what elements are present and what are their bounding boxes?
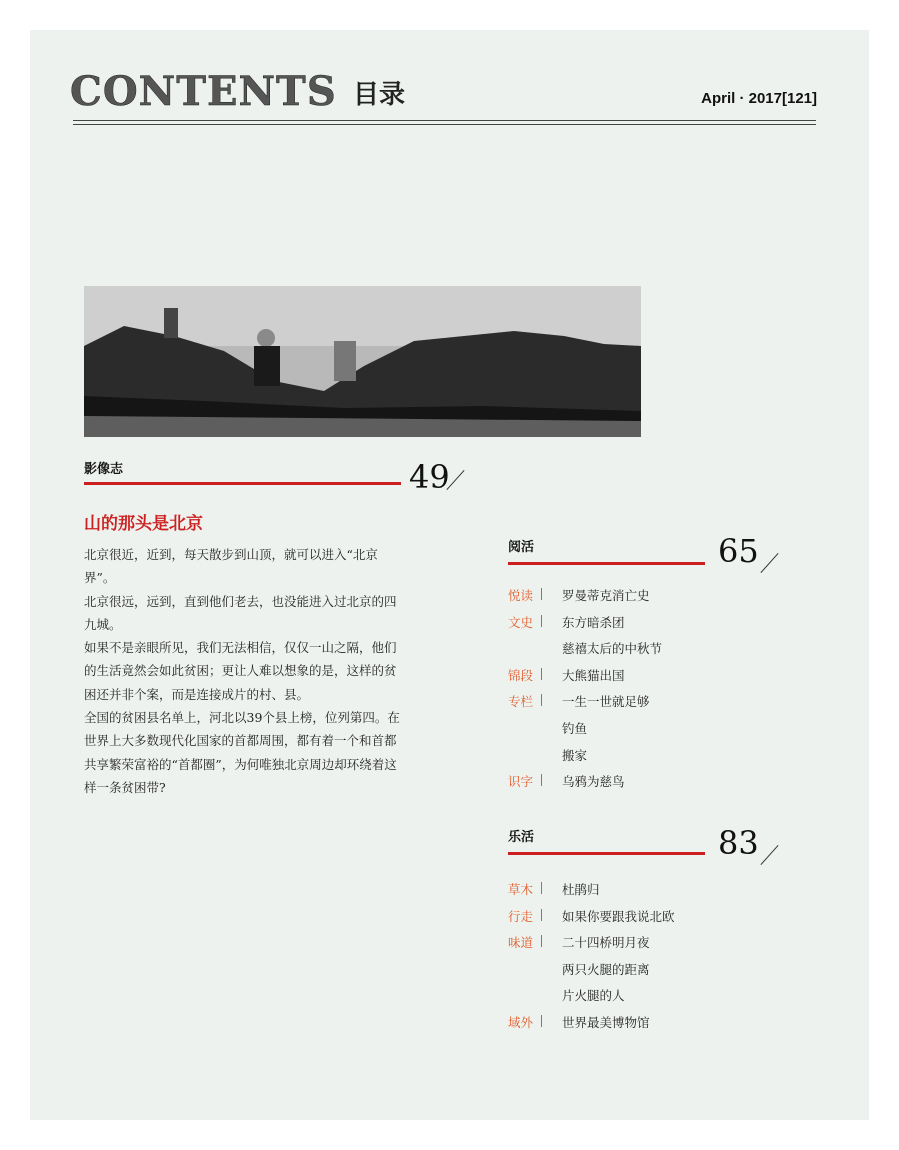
feature-body bbox=[84, 543, 406, 799]
toc-item[interactable] bbox=[508, 742, 788, 769]
reading-page-number[interactable]: 65 bbox=[718, 532, 759, 570]
toc-title[interactable]: 两只火腿的距离 bbox=[562, 961, 650, 977]
feature-paragraph: 全国的贫困县名单上，河北以39个县上榜，位列第四。在世界上大多数现代化国家的首都周围，都有着一个和首都共享繁荣富裕的“首都圈”，为何唯独北京周边却环绕着这样一条贫困带? bbox=[84, 710, 400, 795]
toc-title[interactable]: 二十四桥明月夜 bbox=[562, 935, 650, 951]
toc-item[interactable] bbox=[508, 929, 788, 956]
toc-title[interactable]: 搬家 bbox=[562, 747, 588, 763]
toc-title[interactable]: 一生一世就足够 bbox=[562, 694, 650, 710]
toc-category: 悦读 bbox=[508, 588, 534, 603]
toc-category: 行走 bbox=[508, 908, 534, 924]
toc-item[interactable] bbox=[508, 956, 788, 983]
feature-paragraph: 北京很近，近到，每天散步到山顶，就可以进入“北京界”。 bbox=[84, 547, 378, 586]
masthead-rule-2 bbox=[73, 124, 816, 125]
toc-item[interactable] bbox=[508, 662, 788, 689]
toc-title[interactable]: 乌鸦为慈鸟 bbox=[562, 774, 625, 790]
leisure-page-number[interactable]: 83 bbox=[718, 824, 759, 862]
toc-category: 识字 bbox=[508, 774, 534, 790]
category-divider bbox=[541, 615, 542, 627]
toc-title[interactable]: 大熊猫出国 bbox=[562, 667, 625, 683]
feature-paragraph: 北京很远，远到，直到他们老去，也没能进入过北京的四九城。 bbox=[84, 593, 397, 632]
feature-page-number[interactable]: 49 bbox=[409, 458, 450, 496]
reading-toc-list bbox=[508, 582, 788, 795]
reading-section-rule bbox=[508, 562, 705, 565]
masthead-rule bbox=[73, 120, 816, 121]
toc-item[interactable] bbox=[508, 635, 788, 662]
reading-section-label: 阅活 bbox=[508, 539, 535, 554]
category-divider bbox=[541, 668, 542, 680]
toc-item[interactable] bbox=[508, 582, 788, 609]
category-divider bbox=[541, 882, 542, 894]
masthead-title: CONTENTS bbox=[70, 68, 337, 115]
toc-category: 专栏 bbox=[508, 694, 534, 710]
toc-item[interactable] bbox=[508, 609, 788, 636]
toc-item[interactable] bbox=[508, 876, 788, 903]
toc-item[interactable] bbox=[508, 768, 788, 795]
toc-title[interactable]: 片火腿的人 bbox=[562, 988, 625, 1004]
issue-date: April · 2017[121] bbox=[701, 90, 817, 107]
category-divider bbox=[541, 694, 542, 706]
leisure-section-rule bbox=[508, 852, 705, 855]
toc-title[interactable]: 如果你要跟我说北欧 bbox=[562, 908, 675, 924]
toc-category: 域外 bbox=[508, 1014, 534, 1030]
feature-section-rule bbox=[84, 482, 401, 485]
category-divider bbox=[541, 588, 542, 600]
toc-title[interactable]: 钓鱼 bbox=[562, 720, 588, 736]
feature-paragraph: 如果不是亲眼所见，我们无法相信，仅仅一山之隔，他们的生活竟然会如此贫困；更让人难以想象的是，这样的贫困还并非个案，而是连接成片的村、县。 bbox=[84, 640, 397, 702]
leisure-toc-list bbox=[508, 876, 788, 1036]
toc-item[interactable] bbox=[508, 688, 788, 715]
toc-item[interactable] bbox=[508, 982, 788, 1009]
toc-item[interactable] bbox=[508, 715, 788, 742]
category-divider bbox=[541, 1015, 542, 1027]
toc-title[interactable]: 罗曼蒂克消亡史 bbox=[562, 588, 650, 603]
leisure-section-label: 乐活 bbox=[508, 829, 535, 844]
feature-section-label: 影像志 bbox=[84, 461, 124, 476]
toc-item[interactable] bbox=[508, 1009, 788, 1036]
toc-item[interactable] bbox=[508, 903, 788, 930]
category-divider bbox=[541, 774, 542, 786]
masthead-title-cn: 目录 bbox=[353, 80, 406, 110]
toc-title[interactable]: 杜鹃归 bbox=[562, 882, 600, 897]
category-divider bbox=[541, 909, 542, 921]
feature-title[interactable]: 山的那头是北京 bbox=[84, 514, 203, 533]
toc-category: 味道 bbox=[508, 935, 534, 951]
toc-title[interactable]: 世界最美博物馆 bbox=[562, 1014, 650, 1030]
toc-category: 锦段 bbox=[508, 667, 534, 683]
toc-title[interactable]: 慈禧太后的中秋节 bbox=[562, 641, 663, 657]
toc-category: 草木 bbox=[508, 882, 534, 897]
toc-title[interactable]: 东方暗杀团 bbox=[562, 614, 625, 630]
category-divider bbox=[541, 935, 542, 947]
feature-photo bbox=[84, 286, 641, 437]
toc-category: 文史 bbox=[508, 614, 534, 630]
